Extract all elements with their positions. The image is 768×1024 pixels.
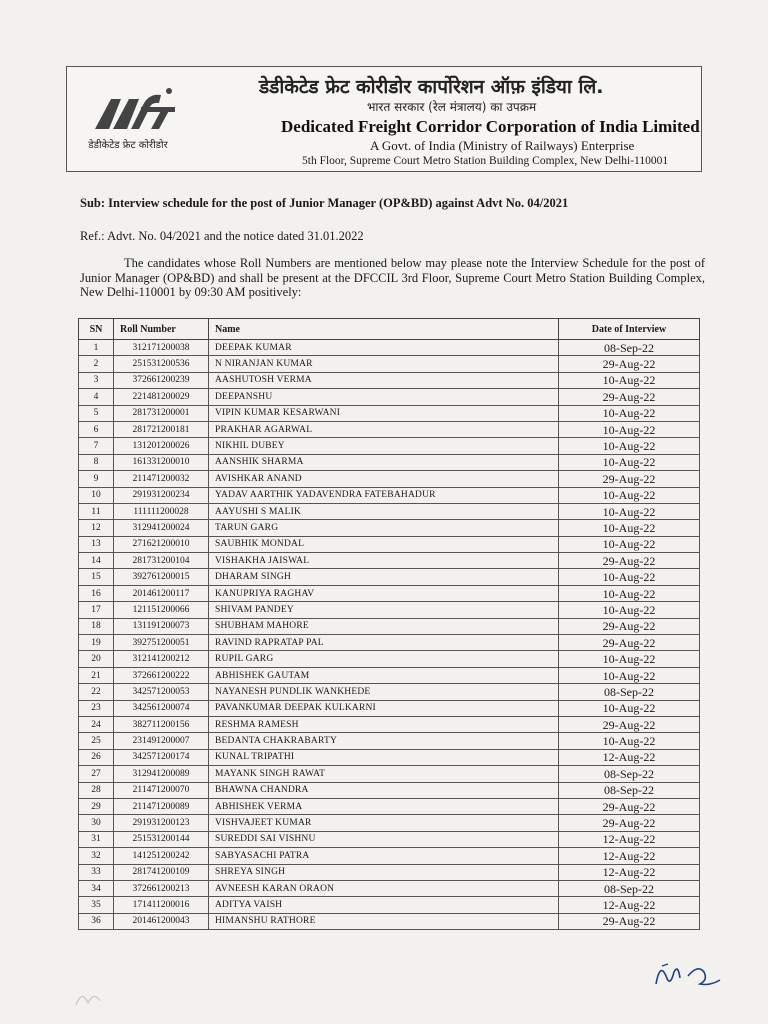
table-row	[79, 635, 700, 651]
cell-name: SHUBHAM MAHORE	[209, 618, 559, 634]
cell-sn: 32	[79, 848, 114, 864]
cell-sn: 1	[79, 340, 114, 356]
cell-name: YADAV AARTHIK YADAVENDRA FATEBAHADUR	[209, 487, 559, 503]
cell-sn: 29	[79, 798, 114, 814]
cell-date: 10-Aug-22	[559, 651, 700, 667]
cell-sn: 14	[79, 553, 114, 569]
table-body	[79, 340, 700, 930]
cell-sn: 26	[79, 749, 114, 765]
cell-roll-number: 342561200074	[114, 700, 209, 716]
table-row	[79, 618, 700, 634]
cell-roll-number: 141251200242	[114, 848, 209, 864]
cell-name: ABHISHEK VERMA	[209, 798, 559, 814]
cell-sn: 16	[79, 585, 114, 601]
cell-sn: 12	[79, 520, 114, 536]
cell-sn: 10	[79, 487, 114, 503]
cell-date: 29-Aug-22	[559, 798, 700, 814]
reference-line: Ref.: Advt. No. 04/2021 and the notice dated 31.01.2022	[80, 229, 364, 243]
cell-name: AAYUSHI S MALIK	[209, 503, 559, 519]
cell-sn: 5	[79, 405, 114, 421]
cell-sn: 9	[79, 471, 114, 487]
cell-sn: 15	[79, 569, 114, 585]
table-row	[79, 913, 700, 929]
hindi-org-subtitle: भारत सरकार (रेल मंत्रालय) का उपक्रम	[367, 100, 537, 114]
cell-name: ADITYA VAISH	[209, 897, 559, 913]
cell-date: 10-Aug-22	[559, 438, 700, 454]
cell-sn: 4	[79, 389, 114, 405]
cell-name: BHAWNA CHANDRA	[209, 782, 559, 798]
cell-sn: 19	[79, 635, 114, 651]
table-row	[79, 667, 700, 683]
cell-roll-number: 382711200156	[114, 716, 209, 732]
cell-sn: 13	[79, 536, 114, 552]
cell-sn: 3	[79, 372, 114, 388]
cell-name: AVISHKAR ANAND	[209, 471, 559, 487]
cell-date: 29-Aug-22	[559, 716, 700, 732]
cell-name: KANUPRIYA RAGHAV	[209, 585, 559, 601]
cell-date: 29-Aug-22	[559, 356, 700, 372]
cell-date: 10-Aug-22	[559, 405, 700, 421]
cell-sn: 22	[79, 684, 114, 700]
cell-name: RAVIND RAPRATAP PAL	[209, 635, 559, 651]
table-row	[79, 356, 700, 372]
cell-roll-number: 281741200109	[114, 864, 209, 880]
cell-date: 29-Aug-22	[559, 815, 700, 831]
table-row	[79, 766, 700, 782]
cell-date: 08-Sep-22	[559, 782, 700, 798]
cell-roll-number: 211471200089	[114, 798, 209, 814]
cell-roll-number: 251531200536	[114, 356, 209, 372]
cell-name: HIMANSHU RATHORE	[209, 913, 559, 929]
cell-name: PAVANKUMAR DEEPAK KULKARNI	[209, 700, 559, 716]
table-row	[79, 602, 700, 618]
table-row	[79, 798, 700, 814]
header-name: Name	[209, 319, 559, 340]
cell-sn: 28	[79, 782, 114, 798]
cell-name: TARUN GARG	[209, 520, 559, 536]
table-row	[79, 389, 700, 405]
table-row	[79, 503, 700, 519]
cell-roll-number: 171411200016	[114, 897, 209, 913]
org-address: 5th Floor, Supreme Court Metro Station Building Complex, New Delhi-110001	[302, 155, 669, 167]
cell-name: SHREYA SINGH	[209, 864, 559, 880]
cell-roll-number: 372661200213	[114, 880, 209, 896]
cell-roll-number: 231491200007	[114, 733, 209, 749]
table-row	[79, 536, 700, 552]
cell-roll-number: 271621200010	[114, 536, 209, 552]
cell-sn: 17	[79, 602, 114, 618]
cell-date: 29-Aug-22	[559, 389, 700, 405]
cell-sn: 36	[79, 913, 114, 929]
cell-sn: 25	[79, 733, 114, 749]
cell-name: PRAKHAR AGARWAL	[209, 421, 559, 437]
table-row	[79, 421, 700, 437]
interview-schedule-table	[78, 318, 700, 930]
table-header-row	[79, 319, 700, 340]
hindi-org-name: डेडीकेटेड फ्रेट कोरीडोर कार्पोरेशन ऑफ़ इंडिया लि.	[259, 76, 604, 98]
cell-roll-number: 161331200010	[114, 454, 209, 470]
cell-sn: 27	[79, 766, 114, 782]
cell-roll-number: 211471200032	[114, 471, 209, 487]
cell-roll-number: 281731200001	[114, 405, 209, 421]
cell-roll-number: 312941200089	[114, 766, 209, 782]
cell-name: AASHUTOSH VERMA	[209, 372, 559, 388]
cell-date: 12-Aug-22	[559, 831, 700, 847]
cell-date: 08-Sep-22	[559, 880, 700, 896]
table-row	[79, 553, 700, 569]
cell-roll-number: 131201200026	[114, 438, 209, 454]
cell-sn: 2	[79, 356, 114, 372]
cell-name: AVNEESH KARAN ORAON	[209, 880, 559, 896]
table-row	[79, 831, 700, 847]
cell-roll-number: 251531200144	[114, 831, 209, 847]
cell-date: 08-Sep-22	[559, 340, 700, 356]
cell-roll-number: 281721200181	[114, 421, 209, 437]
org-subtitle: A Govt. of India (Ministry of Railways) Enterprise	[370, 138, 635, 153]
cell-date: 10-Aug-22	[559, 602, 700, 618]
cell-date: 29-Aug-22	[559, 471, 700, 487]
cell-sn: 33	[79, 864, 114, 880]
table-row	[79, 897, 700, 913]
cell-name: ABHISHEK GAUTAM	[209, 667, 559, 683]
table-row	[79, 815, 700, 831]
cell-name: RUPIL GARG	[209, 651, 559, 667]
table-row	[79, 782, 700, 798]
cell-date: 12-Aug-22	[559, 897, 700, 913]
cell-name: KUNAL TRIPATHI	[209, 749, 559, 765]
faint-stamp-mark	[72, 985, 122, 1010]
cell-sn: 6	[79, 421, 114, 437]
cell-sn: 7	[79, 438, 114, 454]
cell-date: 29-Aug-22	[559, 913, 700, 929]
cell-date: 10-Aug-22	[559, 700, 700, 716]
cell-sn: 8	[79, 454, 114, 470]
cell-date: 10-Aug-22	[559, 503, 700, 519]
table-row	[79, 684, 700, 700]
cell-name: SABYASACHI PATRA	[209, 848, 559, 864]
cell-roll-number: 211471200070	[114, 782, 209, 798]
handwritten-signature	[648, 954, 728, 994]
cell-date: 10-Aug-22	[559, 520, 700, 536]
cell-roll-number: 392751200051	[114, 635, 209, 651]
letterhead	[66, 66, 702, 172]
table-row	[79, 848, 700, 864]
table-row	[79, 733, 700, 749]
cell-name: SHIVAM PANDEY	[209, 602, 559, 618]
cell-date: 08-Sep-22	[559, 766, 700, 782]
cell-sn: 31	[79, 831, 114, 847]
table-row	[79, 454, 700, 470]
cell-name: AANSHIK SHARMA	[209, 454, 559, 470]
table-row	[79, 864, 700, 880]
cell-date: 10-Aug-22	[559, 733, 700, 749]
cell-roll-number: 342571200053	[114, 684, 209, 700]
cell-sn: 35	[79, 897, 114, 913]
table-row	[79, 569, 700, 585]
table-row	[79, 438, 700, 454]
cell-sn: 34	[79, 880, 114, 896]
cell-roll-number: 131191200073	[114, 618, 209, 634]
cell-date: 10-Aug-22	[559, 569, 700, 585]
cell-date: 29-Aug-22	[559, 618, 700, 634]
cell-name: BEDANTA CHAKRABARTY	[209, 733, 559, 749]
cell-roll-number: 121151200066	[114, 602, 209, 618]
cell-name: DEEPANSHU	[209, 389, 559, 405]
notice-paragraph: The candidates whose Roll Numbers are mentioned below may please note the Interview Schedule for the post of Junior Manager (OP&BD) and shall be present at the DFCCIL 3rd Floor, Supreme Court Metro Station Building Complex, New Delhi-110001 by 09:30 AM positively:	[80, 256, 705, 299]
header-date: Date of Interview	[559, 319, 700, 340]
cell-name: DEEPAK KUMAR	[209, 340, 559, 356]
table-row	[79, 372, 700, 388]
cell-name: VISHAKHA JAISWAL	[209, 553, 559, 569]
cell-sn: 30	[79, 815, 114, 831]
cell-roll-number: 201461200117	[114, 585, 209, 601]
cell-roll-number: 312171200038	[114, 340, 209, 356]
table-row	[79, 880, 700, 896]
cell-date: 29-Aug-22	[559, 635, 700, 651]
cell-sn: 24	[79, 716, 114, 732]
logo-caption: डेडीकेटेड फ्रेट कोरीडोर	[88, 140, 168, 151]
cell-roll-number: 201461200043	[114, 913, 209, 929]
cell-date: 10-Aug-22	[559, 536, 700, 552]
cell-roll-number: 312141200212	[114, 651, 209, 667]
cell-name: VISHVAJEET KUMAR	[209, 815, 559, 831]
table-row	[79, 340, 700, 356]
table-row	[79, 520, 700, 536]
cell-name: RESHMA RAMESH	[209, 716, 559, 732]
cell-name: N NIRANJAN KUMAR	[209, 356, 559, 372]
cell-sn: 20	[79, 651, 114, 667]
cell-date: 10-Aug-22	[559, 667, 700, 683]
cell-date: 29-Aug-22	[559, 553, 700, 569]
cell-date: 10-Aug-22	[559, 585, 700, 601]
table-row	[79, 405, 700, 421]
cell-roll-number: 312941200024	[114, 520, 209, 536]
cell-roll-number: 342571200174	[114, 749, 209, 765]
cell-roll-number: 372661200222	[114, 667, 209, 683]
cell-date: 10-Aug-22	[559, 372, 700, 388]
cell-date: 12-Aug-22	[559, 848, 700, 864]
table-row	[79, 700, 700, 716]
cell-roll-number: 392761200015	[114, 569, 209, 585]
table-row	[79, 651, 700, 667]
subject-line: Sub: Interview schedule for the post of Junior Manager (OP&BD) against Advt No. 04/2021	[80, 196, 569, 210]
cell-date: 10-Aug-22	[559, 487, 700, 503]
cell-date: 08-Sep-22	[559, 684, 700, 700]
table-row	[79, 487, 700, 503]
cell-roll-number: 221481200029	[114, 389, 209, 405]
cell-name: MAYANK SINGH RAWAT	[209, 766, 559, 782]
cell-name: NAYANESH PUNDLIK WANKHEDE	[209, 684, 559, 700]
cell-sn: 18	[79, 618, 114, 634]
org-name: Dedicated Freight Corridor Corporation of India Limited	[281, 117, 700, 136]
cell-date: 10-Aug-22	[559, 454, 700, 470]
cell-roll-number: 281731200104	[114, 553, 209, 569]
cell-name: SUREDDI SAI VISHNU	[209, 831, 559, 847]
cell-sn: 21	[79, 667, 114, 683]
cell-sn: 23	[79, 700, 114, 716]
cell-date: 10-Aug-22	[559, 421, 700, 437]
cell-roll-number: 291931200123	[114, 815, 209, 831]
cell-date: 12-Aug-22	[559, 749, 700, 765]
table-row	[79, 585, 700, 601]
header-sn: SN	[79, 319, 114, 340]
cell-name: VIPIN KUMAR KESARWANI	[209, 405, 559, 421]
cell-sn: 11	[79, 503, 114, 519]
table-row	[79, 749, 700, 765]
table-row	[79, 716, 700, 732]
header-roll-number: Roll Number	[114, 319, 209, 340]
cell-roll-number: 291931200234	[114, 487, 209, 503]
cell-name: SAUBHIK MONDAL	[209, 536, 559, 552]
cell-name: NIKHIL DUBEY	[209, 438, 559, 454]
cell-roll-number: 111111200028	[114, 503, 209, 519]
cell-name: DHARAM SINGH	[209, 569, 559, 585]
cell-date: 12-Aug-22	[559, 864, 700, 880]
cell-roll-number: 372661200239	[114, 372, 209, 388]
table-row	[79, 471, 700, 487]
